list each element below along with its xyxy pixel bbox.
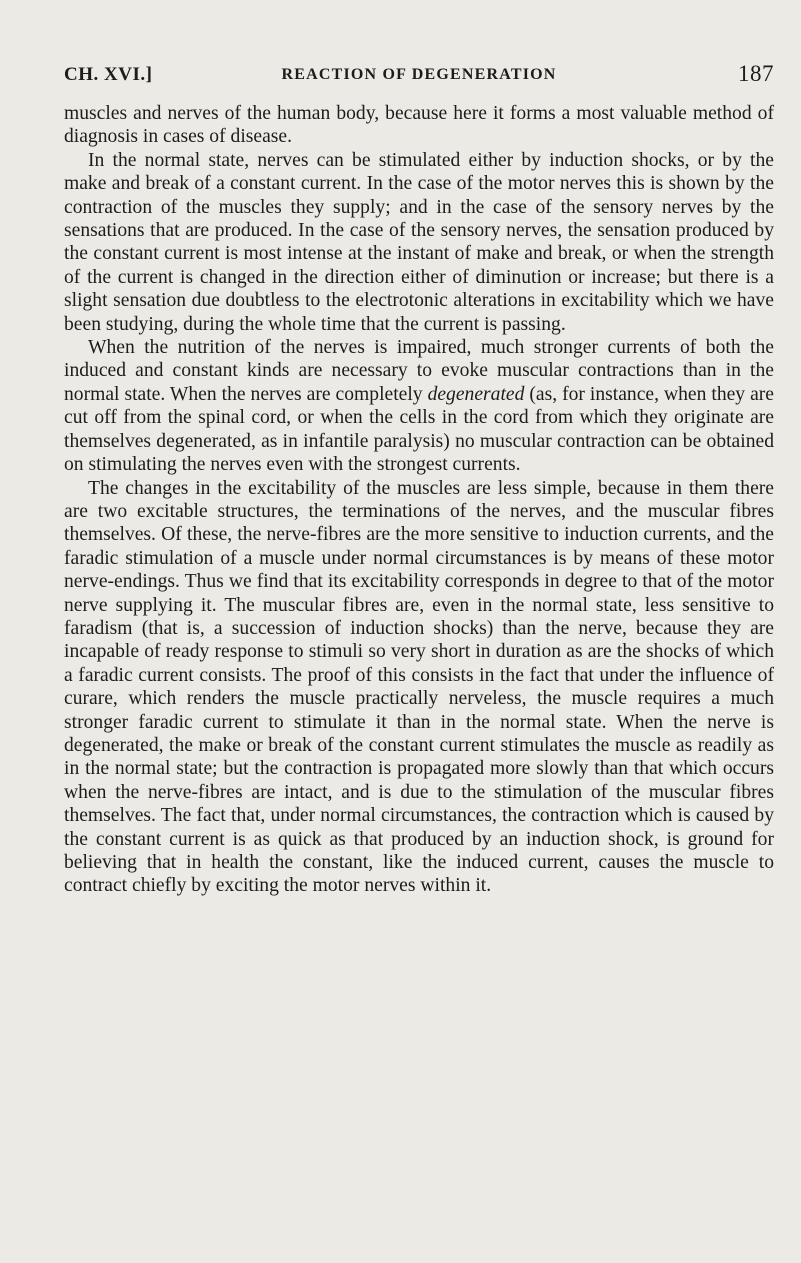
paragraph-nutrition (64, 336, 774, 476)
emphasis-degenerated: degenerated (427, 383, 525, 405)
paragraph-normal-state: In the normal state, nerves can be stimulated either by induction shocks, or by the make and break of a constant current. In the case of the motor nerves this is shown by the contraction of the muscles they supply; and in the case of the sensory nerves by the sensations that are produced. In the case of the sensory nerves, the sensation produced by the constant current is most intense at the instant of make and break, or when the strength of the current is changed in the direction either of diminution or increase; but there is a slight sensation due doubtless to the electrotonic alterations in excitability which we have been studying, during the whole time that the current is passing. (64, 149, 774, 335)
body-text (64, 102, 774, 898)
paragraph-nutrition-after: (as, for instance, when they are cut off from the spinal cord, or when the cells in the cord from which they originate are themselves degenerated, as in infantile paralysis) no muscular contraction can be obtained on stimulating the nerves even with the strongest currents. (64, 383, 774, 476)
running-header (64, 61, 774, 94)
chapter-label: CH. XVI.] (64, 64, 153, 85)
page-number: 187 (738, 61, 774, 86)
running-title: REACTION OF DEGENERATION (281, 66, 557, 83)
paragraph-continuation: muscles and nerves of the human body, because here it forms a most valuable method of diagnosis in cases of disease. (64, 103, 774, 148)
paragraph-nutrition-before: When the nutrition of the nerves is impaired, much stronger currents of both the induced and constant kinds are necessary to evoke muscular contractions than in the normal state. When the nerves are completely (64, 337, 774, 405)
paragraph-muscle-excitability: The changes in the excitability of the muscles are less simple, because in them there are two excitable structures, the terminations of the nerves, and the muscular fibres themselves. Of these, the nerve-fibres are the more sensitive to induction currents, and the faradic stimulation of a muscle under normal circumstances is by means of these motor nerve-endings. Thus we find that its excitability corresponds in degree to that of the motor nerve supplying it. The muscular fibres are, even in the normal state, less sensitive to faradism (that is, a succession of induction shocks) than the nerve, because they are incapable of ready response to stimuli so very short in duration as are the shocks of which a faradic current consists. The proof of this consists in the fact that under the influence of curare, which renders the muscle practically nerveless, the muscle requires a much stronger faradic current to stimulate it than in the normal state. When the nerve is degenerated, the make or break of the constant current stimulates the muscle as readily as in the normal state; but the contraction is propagated more slowly than that which occurs when the nerve-fibres are intact, and is due to the stimulation of the muscular fibres themselves. The fact that, under normal circumstances, the contraction which is caused by the constant current is as quick as that produced by an induction shock, is ground for believing that in health the constant, like the induced current, causes the muscle to contract chiefly by exciting the motor nerves within it. (64, 477, 774, 897)
